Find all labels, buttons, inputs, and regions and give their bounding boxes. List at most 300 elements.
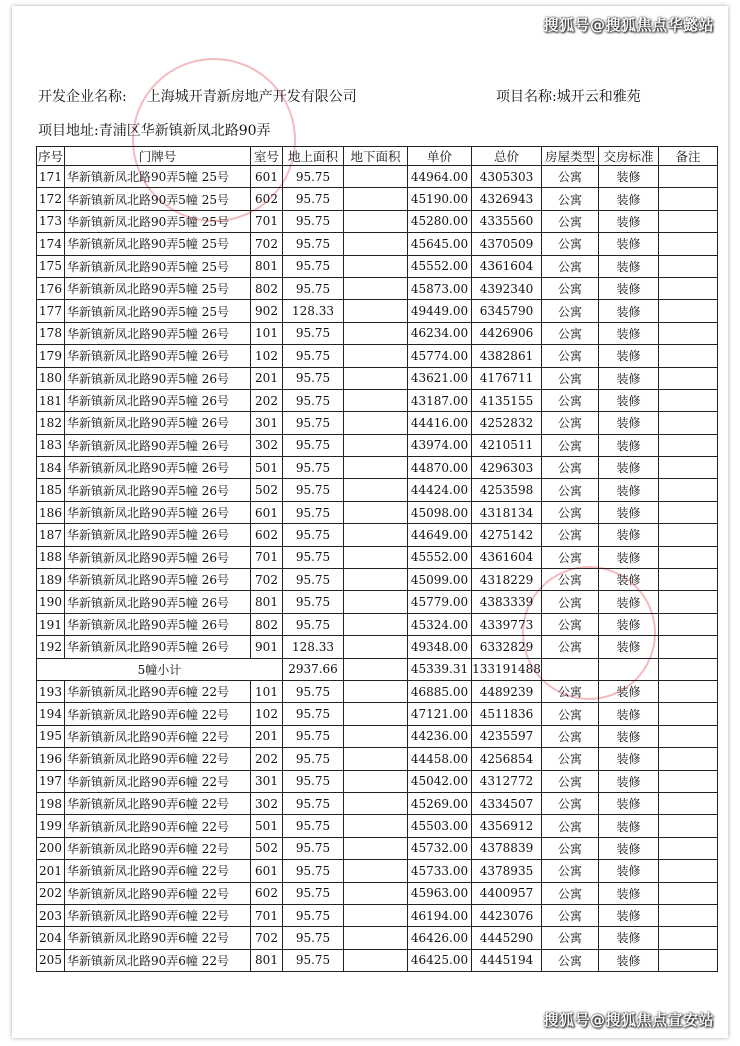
cell-remark bbox=[659, 815, 718, 837]
project-name bbox=[496, 86, 641, 106]
cell-unit-price: 45552.00 bbox=[408, 255, 472, 277]
cell-below-area bbox=[344, 457, 408, 479]
table-row bbox=[37, 166, 718, 188]
cell-house-type: 公寓 bbox=[542, 389, 599, 411]
cell-room: 902 bbox=[251, 300, 283, 322]
cell-index: 204 bbox=[37, 927, 65, 949]
cell-delivery: 装修 bbox=[599, 770, 659, 792]
cell-address: 华新镇新凤北路90弄6幢 22号 bbox=[65, 882, 251, 904]
cell-delivery: 装修 bbox=[599, 927, 659, 949]
cell-index: 193 bbox=[37, 680, 65, 702]
cell-address: 华新镇新凤北路90弄6幢 22号 bbox=[65, 680, 251, 702]
table-row bbox=[37, 703, 718, 725]
cell-index: 176 bbox=[37, 277, 65, 299]
cell-unit-price: 45280.00 bbox=[408, 210, 472, 232]
cell-below-area bbox=[344, 345, 408, 367]
cell-address: 华新镇新凤北路90弄5幢 26号 bbox=[65, 457, 251, 479]
cell-house-type: 公寓 bbox=[542, 725, 599, 747]
cell-below-area bbox=[344, 389, 408, 411]
cell-total-price: 4392340 bbox=[472, 277, 542, 299]
subtotal-row bbox=[37, 658, 718, 680]
cell-unit-price: 44458.00 bbox=[408, 748, 472, 770]
cell-house-type: 公寓 bbox=[542, 636, 599, 658]
cell-below-area bbox=[344, 367, 408, 389]
table-header-row bbox=[37, 147, 718, 166]
cell-total-price: 4423076 bbox=[472, 904, 542, 926]
table-row bbox=[37, 479, 718, 501]
cell-address: 华新镇新凤北路90弄6幢 22号 bbox=[65, 748, 251, 770]
cell-total-price: 4426906 bbox=[472, 322, 542, 344]
cell-address: 华新镇新凤北路90弄5幢 26号 bbox=[65, 389, 251, 411]
col-header-total-price: 总价 bbox=[472, 147, 542, 166]
cell-above-area: 95.75 bbox=[283, 457, 344, 479]
cell-address: 华新镇新凤北路90弄6幢 22号 bbox=[65, 792, 251, 814]
cell-address: 华新镇新凤北路90弄5幢 26号 bbox=[65, 636, 251, 658]
table-row bbox=[37, 277, 718, 299]
cell-index: 183 bbox=[37, 434, 65, 456]
cell-house-type: 公寓 bbox=[542, 501, 599, 523]
cell-room: 602 bbox=[251, 188, 283, 210]
cell-house-type: 公寓 bbox=[542, 591, 599, 613]
cell-remark bbox=[659, 389, 718, 411]
cell-unit-price: 46426.00 bbox=[408, 927, 472, 949]
cell-above-area: 95.75 bbox=[283, 277, 344, 299]
cell-unit-price: 45098.00 bbox=[408, 501, 472, 523]
cell-delivery: 装修 bbox=[599, 725, 659, 747]
cell-address: 华新镇新凤北路90弄5幢 26号 bbox=[65, 613, 251, 635]
table-row bbox=[37, 345, 718, 367]
cell-below-area bbox=[344, 748, 408, 770]
cell-total-price: 4312772 bbox=[472, 770, 542, 792]
cell-address: 华新镇新凤北路90弄5幢 26号 bbox=[65, 412, 251, 434]
col-header-below-area: 地下面积 bbox=[344, 147, 408, 166]
cell-house-type: 公寓 bbox=[542, 166, 599, 188]
cell-remark bbox=[659, 277, 718, 299]
cell-house-type: 公寓 bbox=[542, 792, 599, 814]
cell-remark bbox=[659, 457, 718, 479]
cell-below-area bbox=[344, 210, 408, 232]
subtotal-house-type bbox=[542, 658, 599, 680]
table-row bbox=[37, 501, 718, 523]
table-row bbox=[37, 949, 718, 971]
cell-unit-price: 43187.00 bbox=[408, 389, 472, 411]
col-header-address: 门牌号 bbox=[65, 147, 251, 166]
cell-below-area bbox=[344, 703, 408, 725]
cell-room: 802 bbox=[251, 277, 283, 299]
cell-address: 华新镇新凤北路90弄5幢 25号 bbox=[65, 255, 251, 277]
cell-index: 197 bbox=[37, 770, 65, 792]
cell-remark bbox=[659, 837, 718, 859]
cell-below-area bbox=[344, 322, 408, 344]
cell-below-area bbox=[344, 815, 408, 837]
cell-above-area: 128.33 bbox=[283, 636, 344, 658]
cell-delivery: 装修 bbox=[599, 457, 659, 479]
cell-index: 175 bbox=[37, 255, 65, 277]
table-row bbox=[37, 770, 718, 792]
cell-unit-price: 49449.00 bbox=[408, 300, 472, 322]
cell-below-area bbox=[344, 546, 408, 568]
cell-above-area: 95.75 bbox=[283, 345, 344, 367]
cell-room: 101 bbox=[251, 322, 283, 344]
cell-unit-price: 45732.00 bbox=[408, 837, 472, 859]
table-row bbox=[37, 904, 718, 926]
cell-index: 173 bbox=[37, 210, 65, 232]
cell-room: 701 bbox=[251, 546, 283, 568]
cell-above-area: 95.75 bbox=[283, 479, 344, 501]
cell-room: 102 bbox=[251, 345, 283, 367]
cell-index: 192 bbox=[37, 636, 65, 658]
table-row bbox=[37, 434, 718, 456]
cell-total-price: 6345790 bbox=[472, 300, 542, 322]
cell-above-area: 95.75 bbox=[283, 725, 344, 747]
table-row bbox=[37, 188, 718, 210]
cell-total-price: 4445194 bbox=[472, 949, 542, 971]
cell-delivery: 装修 bbox=[599, 233, 659, 255]
table-row bbox=[37, 569, 718, 591]
subtotal-delivery bbox=[599, 658, 659, 680]
cell-room: 602 bbox=[251, 524, 283, 546]
cell-total-price: 4383339 bbox=[472, 591, 542, 613]
cell-delivery: 装修 bbox=[599, 792, 659, 814]
col-header-house-type: 房屋类型 bbox=[542, 147, 599, 166]
cell-address: 华新镇新凤北路90弄6幢 22号 bbox=[65, 815, 251, 837]
cell-index: 201 bbox=[37, 860, 65, 882]
cell-index: 181 bbox=[37, 389, 65, 411]
address-value: 青浦区华新镇新凤北路90弄 bbox=[98, 123, 271, 139]
cell-room: 301 bbox=[251, 412, 283, 434]
cell-delivery: 装修 bbox=[599, 188, 659, 210]
cell-delivery: 装修 bbox=[599, 210, 659, 232]
cell-remark bbox=[659, 367, 718, 389]
cell-address: 华新镇新凤北路90弄5幢 26号 bbox=[65, 591, 251, 613]
cell-below-area bbox=[344, 501, 408, 523]
cell-unit-price: 45963.00 bbox=[408, 882, 472, 904]
cell-below-area bbox=[344, 166, 408, 188]
cell-unit-price: 46234.00 bbox=[408, 322, 472, 344]
cell-total-price: 4318229 bbox=[472, 569, 542, 591]
developer-value: 上海城开青新房地产开发有限公司 bbox=[146, 89, 357, 105]
col-header-remark: 备注 bbox=[659, 147, 718, 166]
cell-address: 华新镇新凤北路90弄6幢 22号 bbox=[65, 703, 251, 725]
table-row bbox=[37, 300, 718, 322]
cell-unit-price: 45779.00 bbox=[408, 591, 472, 613]
cell-room: 201 bbox=[251, 367, 283, 389]
cell-delivery: 装修 bbox=[599, 613, 659, 635]
cell-delivery: 装修 bbox=[599, 591, 659, 613]
cell-address: 华新镇新凤北路90弄6幢 22号 bbox=[65, 927, 251, 949]
cell-above-area: 95.75 bbox=[283, 233, 344, 255]
col-header-above-area: 地上面积 bbox=[283, 147, 344, 166]
cell-above-area: 95.75 bbox=[283, 322, 344, 344]
table-row bbox=[37, 837, 718, 859]
cell-below-area bbox=[344, 591, 408, 613]
cell-room: 801 bbox=[251, 255, 283, 277]
cell-below-area bbox=[344, 479, 408, 501]
cell-delivery: 装修 bbox=[599, 434, 659, 456]
cell-house-type: 公寓 bbox=[542, 300, 599, 322]
cell-room: 801 bbox=[251, 949, 283, 971]
developer-name bbox=[38, 86, 357, 106]
table-row bbox=[37, 591, 718, 613]
cell-below-area bbox=[344, 837, 408, 859]
cell-remark bbox=[659, 188, 718, 210]
cell-delivery: 装修 bbox=[599, 412, 659, 434]
table-row bbox=[37, 860, 718, 882]
cell-below-area bbox=[344, 434, 408, 456]
cell-total-price: 4511836 bbox=[472, 703, 542, 725]
cell-house-type: 公寓 bbox=[542, 680, 599, 702]
cell-house-type: 公寓 bbox=[542, 367, 599, 389]
cell-above-area: 95.75 bbox=[283, 837, 344, 859]
cell-remark bbox=[659, 300, 718, 322]
cell-remark bbox=[659, 524, 718, 546]
cell-house-type: 公寓 bbox=[542, 188, 599, 210]
cell-above-area: 95.75 bbox=[283, 546, 344, 568]
cell-below-area bbox=[344, 524, 408, 546]
table-row bbox=[37, 210, 718, 232]
cell-index: 202 bbox=[37, 882, 65, 904]
cell-total-price: 4339773 bbox=[472, 613, 542, 635]
cell-house-type: 公寓 bbox=[542, 837, 599, 859]
cell-unit-price: 45774.00 bbox=[408, 345, 472, 367]
cell-total-price: 4135155 bbox=[472, 389, 542, 411]
cell-room: 202 bbox=[251, 389, 283, 411]
cell-unit-price: 45269.00 bbox=[408, 792, 472, 814]
cell-above-area: 95.75 bbox=[283, 860, 344, 882]
project-value: 城开云和雅苑 bbox=[556, 89, 641, 105]
cell-above-area: 95.75 bbox=[283, 927, 344, 949]
cell-total-price: 4335560 bbox=[472, 210, 542, 232]
cell-above-area: 95.75 bbox=[283, 792, 344, 814]
cell-delivery: 装修 bbox=[599, 501, 659, 523]
cell-address: 华新镇新凤北路90弄6幢 22号 bbox=[65, 725, 251, 747]
cell-address: 华新镇新凤北路90弄5幢 26号 bbox=[65, 479, 251, 501]
cell-total-price: 4370509 bbox=[472, 233, 542, 255]
cell-house-type: 公寓 bbox=[542, 524, 599, 546]
cell-address: 华新镇新凤北路90弄5幢 25号 bbox=[65, 188, 251, 210]
cell-above-area: 95.75 bbox=[283, 770, 344, 792]
cell-remark bbox=[659, 949, 718, 971]
cell-room: 201 bbox=[251, 725, 283, 747]
cell-above-area: 95.75 bbox=[283, 501, 344, 523]
cell-index: 191 bbox=[37, 613, 65, 635]
cell-room: 302 bbox=[251, 792, 283, 814]
cell-index: 186 bbox=[37, 501, 65, 523]
cell-total-price: 4334507 bbox=[472, 792, 542, 814]
cell-remark bbox=[659, 636, 718, 658]
cell-unit-price: 46425.00 bbox=[408, 949, 472, 971]
cell-remark bbox=[659, 479, 718, 501]
cell-below-area bbox=[344, 882, 408, 904]
cell-above-area: 95.75 bbox=[283, 882, 344, 904]
table-row bbox=[37, 680, 718, 702]
cell-house-type: 公寓 bbox=[542, 882, 599, 904]
cell-index: 194 bbox=[37, 703, 65, 725]
cell-index: 184 bbox=[37, 457, 65, 479]
cell-total-price: 4445290 bbox=[472, 927, 542, 949]
cell-delivery: 装修 bbox=[599, 569, 659, 591]
cell-total-price: 4361604 bbox=[472, 255, 542, 277]
cell-unit-price: 44964.00 bbox=[408, 166, 472, 188]
table-row bbox=[37, 457, 718, 479]
cell-remark bbox=[659, 546, 718, 568]
cell-unit-price: 43974.00 bbox=[408, 434, 472, 456]
cell-below-area bbox=[344, 412, 408, 434]
cell-below-area bbox=[344, 613, 408, 635]
cell-above-area: 95.75 bbox=[283, 748, 344, 770]
cell-index: 179 bbox=[37, 345, 65, 367]
cell-above-area: 95.75 bbox=[283, 569, 344, 591]
cell-unit-price: 45190.00 bbox=[408, 188, 472, 210]
cell-address: 华新镇新凤北路90弄5幢 25号 bbox=[65, 233, 251, 255]
table-row bbox=[37, 613, 718, 635]
cell-delivery: 装修 bbox=[599, 524, 659, 546]
table-row bbox=[37, 322, 718, 344]
cell-address: 华新镇新凤北路90弄5幢 26号 bbox=[65, 546, 251, 568]
cell-below-area bbox=[344, 188, 408, 210]
cell-remark bbox=[659, 680, 718, 702]
cell-unit-price: 45873.00 bbox=[408, 277, 472, 299]
cell-delivery: 装修 bbox=[599, 949, 659, 971]
cell-house-type: 公寓 bbox=[542, 255, 599, 277]
cell-above-area: 95.75 bbox=[283, 210, 344, 232]
cell-address: 华新镇新凤北路90弄5幢 26号 bbox=[65, 345, 251, 367]
cell-delivery: 装修 bbox=[599, 680, 659, 702]
cell-room: 202 bbox=[251, 748, 283, 770]
cell-remark bbox=[659, 703, 718, 725]
cell-below-area bbox=[344, 860, 408, 882]
cell-address: 华新镇新凤北路90弄6幢 22号 bbox=[65, 837, 251, 859]
cell-index: 187 bbox=[37, 524, 65, 546]
table-row bbox=[37, 792, 718, 814]
cell-delivery: 装修 bbox=[599, 837, 659, 859]
cell-house-type: 公寓 bbox=[542, 949, 599, 971]
subtotal-unit-price: 45339.31 bbox=[408, 658, 472, 680]
cell-below-area bbox=[344, 725, 408, 747]
cell-remark bbox=[659, 434, 718, 456]
col-header-delivery: 交房标准 bbox=[599, 147, 659, 166]
cell-house-type: 公寓 bbox=[542, 322, 599, 344]
cell-below-area bbox=[344, 233, 408, 255]
cell-unit-price: 45099.00 bbox=[408, 569, 472, 591]
cell-house-type: 公寓 bbox=[542, 569, 599, 591]
cell-address: 华新镇新凤北路90弄5幢 26号 bbox=[65, 434, 251, 456]
cell-house-type: 公寓 bbox=[542, 927, 599, 949]
cell-address: 华新镇新凤北路90弄5幢 25号 bbox=[65, 277, 251, 299]
col-header-index: 序号 bbox=[37, 147, 65, 166]
cell-below-area bbox=[344, 569, 408, 591]
cell-room: 101 bbox=[251, 680, 283, 702]
cell-total-price: 4356912 bbox=[472, 815, 542, 837]
table-row bbox=[37, 233, 718, 255]
cell-remark bbox=[659, 345, 718, 367]
cell-house-type: 公寓 bbox=[542, 613, 599, 635]
cell-unit-price: 45552.00 bbox=[408, 546, 472, 568]
watermark-top: 搜狐号@搜狐焦点华懿站 bbox=[543, 16, 714, 34]
cell-total-price: 4252832 bbox=[472, 412, 542, 434]
cell-delivery: 装修 bbox=[599, 479, 659, 501]
cell-house-type: 公寓 bbox=[542, 210, 599, 232]
subtotal-remark bbox=[659, 658, 718, 680]
cell-address: 华新镇新凤北路90弄5幢 25号 bbox=[65, 300, 251, 322]
cell-below-area bbox=[344, 792, 408, 814]
cell-index: 171 bbox=[37, 166, 65, 188]
cell-unit-price: 45042.00 bbox=[408, 770, 472, 792]
cell-unit-price: 43621.00 bbox=[408, 367, 472, 389]
cell-delivery: 装修 bbox=[599, 166, 659, 188]
cell-room: 702 bbox=[251, 569, 283, 591]
cell-above-area: 95.75 bbox=[283, 703, 344, 725]
cell-above-area: 95.75 bbox=[283, 166, 344, 188]
cell-total-price: 4253598 bbox=[472, 479, 542, 501]
cell-index: 190 bbox=[37, 591, 65, 613]
cell-remark bbox=[659, 591, 718, 613]
cell-unit-price: 44424.00 bbox=[408, 479, 472, 501]
cell-above-area: 95.75 bbox=[283, 613, 344, 635]
table-row bbox=[37, 636, 718, 658]
cell-house-type: 公寓 bbox=[542, 479, 599, 501]
cell-unit-price: 44870.00 bbox=[408, 457, 472, 479]
cell-unit-price: 45324.00 bbox=[408, 613, 472, 635]
cell-delivery: 装修 bbox=[599, 703, 659, 725]
cell-unit-price: 45733.00 bbox=[408, 860, 472, 882]
cell-above-area: 95.75 bbox=[283, 412, 344, 434]
cell-index: 178 bbox=[37, 322, 65, 344]
cell-delivery: 装修 bbox=[599, 636, 659, 658]
cell-above-area: 95.75 bbox=[283, 904, 344, 926]
cell-room: 702 bbox=[251, 233, 283, 255]
cell-delivery: 装修 bbox=[599, 389, 659, 411]
cell-room: 501 bbox=[251, 815, 283, 837]
cell-total-price: 4210511 bbox=[472, 434, 542, 456]
cell-total-price: 4361604 bbox=[472, 546, 542, 568]
cell-remark bbox=[659, 412, 718, 434]
cell-above-area: 128.33 bbox=[283, 300, 344, 322]
cell-above-area: 95.75 bbox=[283, 815, 344, 837]
cell-index: 205 bbox=[37, 949, 65, 971]
cell-remark bbox=[659, 927, 718, 949]
cell-room: 901 bbox=[251, 636, 283, 658]
cell-total-price: 4489239 bbox=[472, 680, 542, 702]
cell-house-type: 公寓 bbox=[542, 703, 599, 725]
cell-index: 185 bbox=[37, 479, 65, 501]
cell-below-area bbox=[344, 904, 408, 926]
cell-delivery: 装修 bbox=[599, 367, 659, 389]
cell-room: 802 bbox=[251, 613, 283, 635]
cell-room: 601 bbox=[251, 166, 283, 188]
cell-remark bbox=[659, 255, 718, 277]
cell-remark bbox=[659, 233, 718, 255]
cell-address: 华新镇新凤北路90弄6幢 22号 bbox=[65, 949, 251, 971]
cell-address: 华新镇新凤北路90弄5幢 26号 bbox=[65, 322, 251, 344]
cell-room: 801 bbox=[251, 591, 283, 613]
cell-address: 华新镇新凤北路90弄6幢 22号 bbox=[65, 860, 251, 882]
cell-index: 188 bbox=[37, 546, 65, 568]
col-header-unit-price: 单价 bbox=[408, 147, 472, 166]
cell-total-price: 4378935 bbox=[472, 860, 542, 882]
table-row bbox=[37, 546, 718, 568]
cell-unit-price: 46885.00 bbox=[408, 680, 472, 702]
cell-index: 172 bbox=[37, 188, 65, 210]
cell-room: 702 bbox=[251, 927, 283, 949]
cell-index: 180 bbox=[37, 367, 65, 389]
table-row bbox=[37, 524, 718, 546]
cell-delivery: 装修 bbox=[599, 345, 659, 367]
cell-house-type: 公寓 bbox=[542, 233, 599, 255]
cell-address: 华新镇新凤北路90弄5幢 26号 bbox=[65, 367, 251, 389]
cell-remark bbox=[659, 860, 718, 882]
cell-delivery: 装修 bbox=[599, 904, 659, 926]
